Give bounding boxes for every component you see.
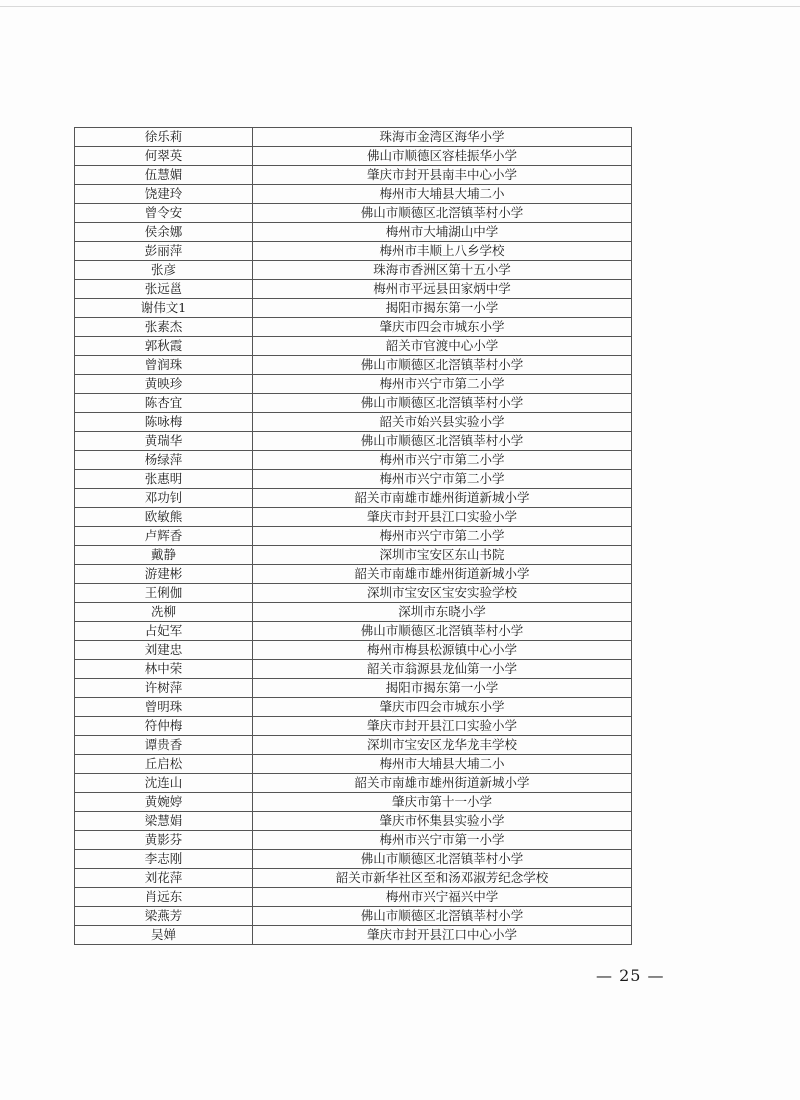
table-row: [75, 812, 632, 831]
school-name: 梅州市大埔县大埔二小: [253, 185, 632, 204]
school-name: 佛山市顺德区北滘镇莘村小学: [253, 204, 632, 223]
table-row: [75, 850, 632, 869]
school-name: 珠海市金湾区海华小学: [253, 128, 632, 147]
table-row: [75, 280, 632, 299]
school-name: 梅州市兴宁市第二小学: [253, 527, 632, 546]
school-name: 肇庆市四会市城东小学: [253, 318, 632, 337]
teacher-name: 林中荣: [75, 660, 253, 679]
table-row: [75, 223, 632, 242]
table-row: [75, 413, 632, 432]
table-row: [75, 508, 632, 527]
school-name: 梅州市丰顺上八乡学校: [253, 242, 632, 261]
teacher-name: 张惠明: [75, 470, 253, 489]
table-row: [75, 774, 632, 793]
table-row: [75, 641, 632, 660]
table-row: [75, 831, 632, 850]
school-name: 珠海市香洲区第十五小学: [253, 261, 632, 280]
school-name: 梅州市兴宁福兴中学: [253, 888, 632, 907]
teacher-name: 张远邕: [75, 280, 253, 299]
table-row: [75, 470, 632, 489]
table-row: [75, 394, 632, 413]
school-name: 揭阳市揭东第一小学: [253, 299, 632, 318]
table-row: [75, 603, 632, 622]
table-row: [75, 679, 632, 698]
table-row: [75, 299, 632, 318]
teacher-name: 邓功钊: [75, 489, 253, 508]
school-name: 梅州市兴宁市第一小学: [253, 831, 632, 850]
school-name: 韶关市新华社区至和汤邓淑芳纪念学校: [253, 869, 632, 888]
teacher-name: 谭贵香: [75, 736, 253, 755]
teacher-name: 冼柳: [75, 603, 253, 622]
teacher-name: 肖远东: [75, 888, 253, 907]
table-row: [75, 489, 632, 508]
school-name: 梅州市平远县田家炳中学: [253, 280, 632, 299]
table-row: [75, 907, 632, 926]
teacher-name: 侯余娜: [75, 223, 253, 242]
teacher-name: 李志刚: [75, 850, 253, 869]
teacher-name: 黄瑞华: [75, 432, 253, 451]
school-name: 梅州市兴宁市第二小学: [253, 451, 632, 470]
teacher-name: 黄映珍: [75, 375, 253, 394]
teacher-name: 欧敏熊: [75, 508, 253, 527]
teacher-name: 梁燕芳: [75, 907, 253, 926]
teacher-name: 曾润珠: [75, 356, 253, 375]
scan-edge: [0, 0, 800, 7]
teacher-name: 伍慧媚: [75, 166, 253, 185]
table-row: [75, 527, 632, 546]
teacher-name: 王俐伽: [75, 584, 253, 603]
school-name: 肇庆市封开县江口实验小学: [253, 508, 632, 527]
table-row: [75, 375, 632, 394]
school-name: 深圳市宝安区东山书院: [253, 546, 632, 565]
table-row: [75, 147, 632, 166]
school-name: 深圳市宝安区宝安实验学校: [253, 584, 632, 603]
school-name: 佛山市顺德区北滘镇莘村小学: [253, 850, 632, 869]
school-name: 韶关市南雄市雄州街道新城小学: [253, 774, 632, 793]
teacher-name: 戴静: [75, 546, 253, 565]
table-row: [75, 793, 632, 812]
school-name: 佛山市顺德区容桂振华小学: [253, 147, 632, 166]
teacher-name: 曾明珠: [75, 698, 253, 717]
table-row: [75, 432, 632, 451]
table-row: [75, 337, 632, 356]
teacher-name: 饶建玲: [75, 185, 253, 204]
table-row: [75, 242, 632, 261]
table-row: [75, 736, 632, 755]
teacher-name: 吴婵: [75, 926, 253, 945]
teacher-name: 彭丽萍: [75, 242, 253, 261]
table-row: [75, 755, 632, 774]
teacher-name: 陈杏宜: [75, 394, 253, 413]
teacher-name: 陈咏梅: [75, 413, 253, 432]
teacher-name: 谢伟文1: [75, 299, 253, 318]
teacher-name: 游建彬: [75, 565, 253, 584]
table-row: [75, 888, 632, 907]
teacher-name: 符仲梅: [75, 717, 253, 736]
school-name: 佛山市顺德区北滘镇莘村小学: [253, 356, 632, 375]
table-row: [75, 584, 632, 603]
school-name: 韶关市南雄市雄州街道新城小学: [253, 565, 632, 584]
school-name: 韶关市官渡中心小学: [253, 337, 632, 356]
teacher-name: 梁慧娟: [75, 812, 253, 831]
table-row: [75, 546, 632, 565]
teacher-name: 丘启松: [75, 755, 253, 774]
table-row: [75, 204, 632, 223]
school-name: 梅州市兴宁市第二小学: [253, 375, 632, 394]
table-row: [75, 318, 632, 337]
school-name: 肇庆市封开县江口实验小学: [253, 717, 632, 736]
teacher-name: 郭秋霞: [75, 337, 253, 356]
table-row: [75, 698, 632, 717]
table-row: [75, 565, 632, 584]
teacher-name: 曾令安: [75, 204, 253, 223]
table-row: [75, 660, 632, 679]
school-name: 梅州市梅县松源镇中心小学: [253, 641, 632, 660]
school-name: 深圳市东晓小学: [253, 603, 632, 622]
teacher-name: 黄婉婷: [75, 793, 253, 812]
table-row: [75, 869, 632, 888]
school-name: 佛山市顺德区北滘镇莘村小学: [253, 907, 632, 926]
roster-table: [74, 127, 632, 945]
page-number: — 25 —: [596, 966, 665, 985]
school-name: 梅州市兴宁市第二小学: [253, 470, 632, 489]
school-name: 肇庆市怀集县实验小学: [253, 812, 632, 831]
teacher-name: 黄影芬: [75, 831, 253, 850]
school-name: 揭阳市揭东第一小学: [253, 679, 632, 698]
table-row: [75, 356, 632, 375]
school-name: 佛山市顺德区北滘镇莘村小学: [253, 432, 632, 451]
school-name: 韶关市始兴县实验小学: [253, 413, 632, 432]
teacher-name: 刘建忠: [75, 641, 253, 660]
table-row: [75, 128, 632, 147]
school-name: 佛山市顺德区北滘镇莘村小学: [253, 622, 632, 641]
teacher-name: 沈连山: [75, 774, 253, 793]
teacher-name: 许树萍: [75, 679, 253, 698]
table-row: [75, 451, 632, 470]
table-row: [75, 622, 632, 641]
teacher-name: 徐乐莉: [75, 128, 253, 147]
table-row: [75, 717, 632, 736]
school-name: 韶关市翁源县龙仙第一小学: [253, 660, 632, 679]
school-name: 梅州市大埔县大埔二小: [253, 755, 632, 774]
school-name: 肇庆市四会市城东小学: [253, 698, 632, 717]
teacher-name: 刘花萍: [75, 869, 253, 888]
table-row: [75, 185, 632, 204]
school-name: 深圳市宝安区龙华龙丰学校: [253, 736, 632, 755]
table-row: [75, 166, 632, 185]
teacher-name: 占妃军: [75, 622, 253, 641]
school-name: 佛山市顺德区北滘镇莘村小学: [253, 394, 632, 413]
school-name: 肇庆市第十一小学: [253, 793, 632, 812]
teacher-name: 何翠英: [75, 147, 253, 166]
school-name: 肇庆市封开县南丰中心小学: [253, 166, 632, 185]
table-row: [75, 261, 632, 280]
teacher-name: 张彦: [75, 261, 253, 280]
school-name: 梅州市大埔湖山中学: [253, 223, 632, 242]
teacher-name: 卢辉香: [75, 527, 253, 546]
table-row: [75, 926, 632, 945]
teacher-name: 张素杰: [75, 318, 253, 337]
school-name: 肇庆市封开县江口中心小学: [253, 926, 632, 945]
teacher-name: 杨绿萍: [75, 451, 253, 470]
school-name: 韶关市南雄市雄州街道新城小学: [253, 489, 632, 508]
